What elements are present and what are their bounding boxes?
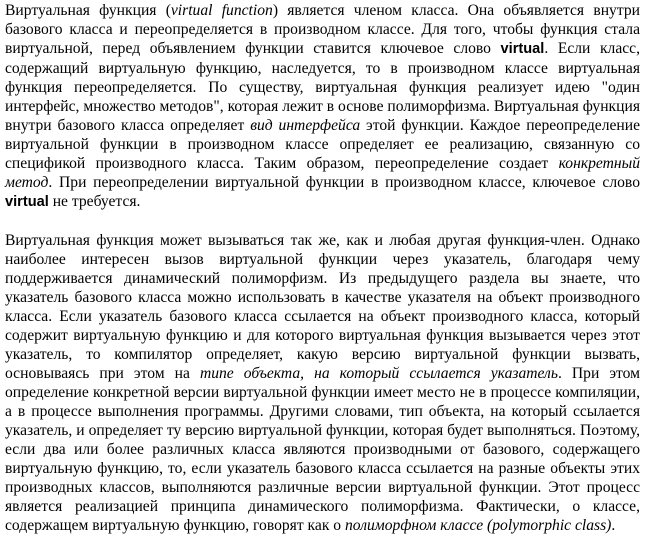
text-run: . Если класс, содержащий виртуальную функцию, наследуется, то в производном классе виртуальная функция переопределяется. По существу, виртуальная функция реализует идею "один интерфейс, множество методов", которая лежит в основе полиморфизма. Виртуальная функция внутри базового класса определяет [5,40,640,134]
term-interface-kind: вид интерфейса [250,117,361,134]
text-run: Виртуальная функция может вызываться так же, как и любая другая функция-член. Однако наиболее интересен вызов виртуальной функции через указатель, благодаря чему поддерживается динамический полиморфизм. Из предыдущего раздела вы знаете, что указатель базового класса можно использовать в качестве указателя на объект производного класса. Если указатель базового класса ссылается на объект производного класса, который содержит виртуальную функцию и для которого виртуальная функция вызывается через этот указатель, то компилятор определяет, какую версию виртуальной функции вызвать, основываясь при этом на [5,232,640,382]
text-run: этой функции. Каждое переопределение виртуальной функции в производном классе определяет ее реализацию, связанную со спецификой производного класса. Таким образом, переопределение создает [5,117,641,172]
keyword-virtual: virtual [500,41,545,57]
text-run: Виртуальная функция ( [5,2,171,19]
paragraph-virtual-function-definition [5,1,640,212]
keyword-virtual: virtual [5,194,49,210]
text-run: . [611,517,616,534]
term-concrete-method: конкретный метод [5,155,640,191]
text-run: . При этом определение конкретной версии виртуальной функции имеет место не в процессе компиляции, а в процессе выполнения программы. Другими словами, тип объекта, на который ссылается указатель, и определяет ту версию виртуальной функции, которая будет выполняться. Поэтому, если два или более различных класса являются производными от базового, содержащего виртуальную функцию, то, если указатель базового класса ссылается на разные объекты этих производных классов, выполняются различные версии виртуальной функции. Этот процесс является реализацией принципа динамического полиморфизма. Фактически, о классе, содержащем виртуальную функцию, говорят как о [5,365,640,534]
text-run: не требуется. [48,193,141,210]
term-virtual-function: virtual function [170,2,273,19]
paragraph-virtual-function-call [5,231,640,535]
term-polymorphic-class: полиморфном классе (polymorphic class) [345,517,612,534]
text-run: . При переопределении виртуальной функции в производном классе, ключевое слово [48,174,640,191]
term-pointed-object-type: типе объекта, на который ссылается указатель [199,365,558,382]
text-run: ) является членом класса. Она объявляется внутри базового класса и переопределяется в производном классе. Для того, чтобы функция стала виртуальной, перед объявлением функции ставится ключевое слово [5,2,640,57]
